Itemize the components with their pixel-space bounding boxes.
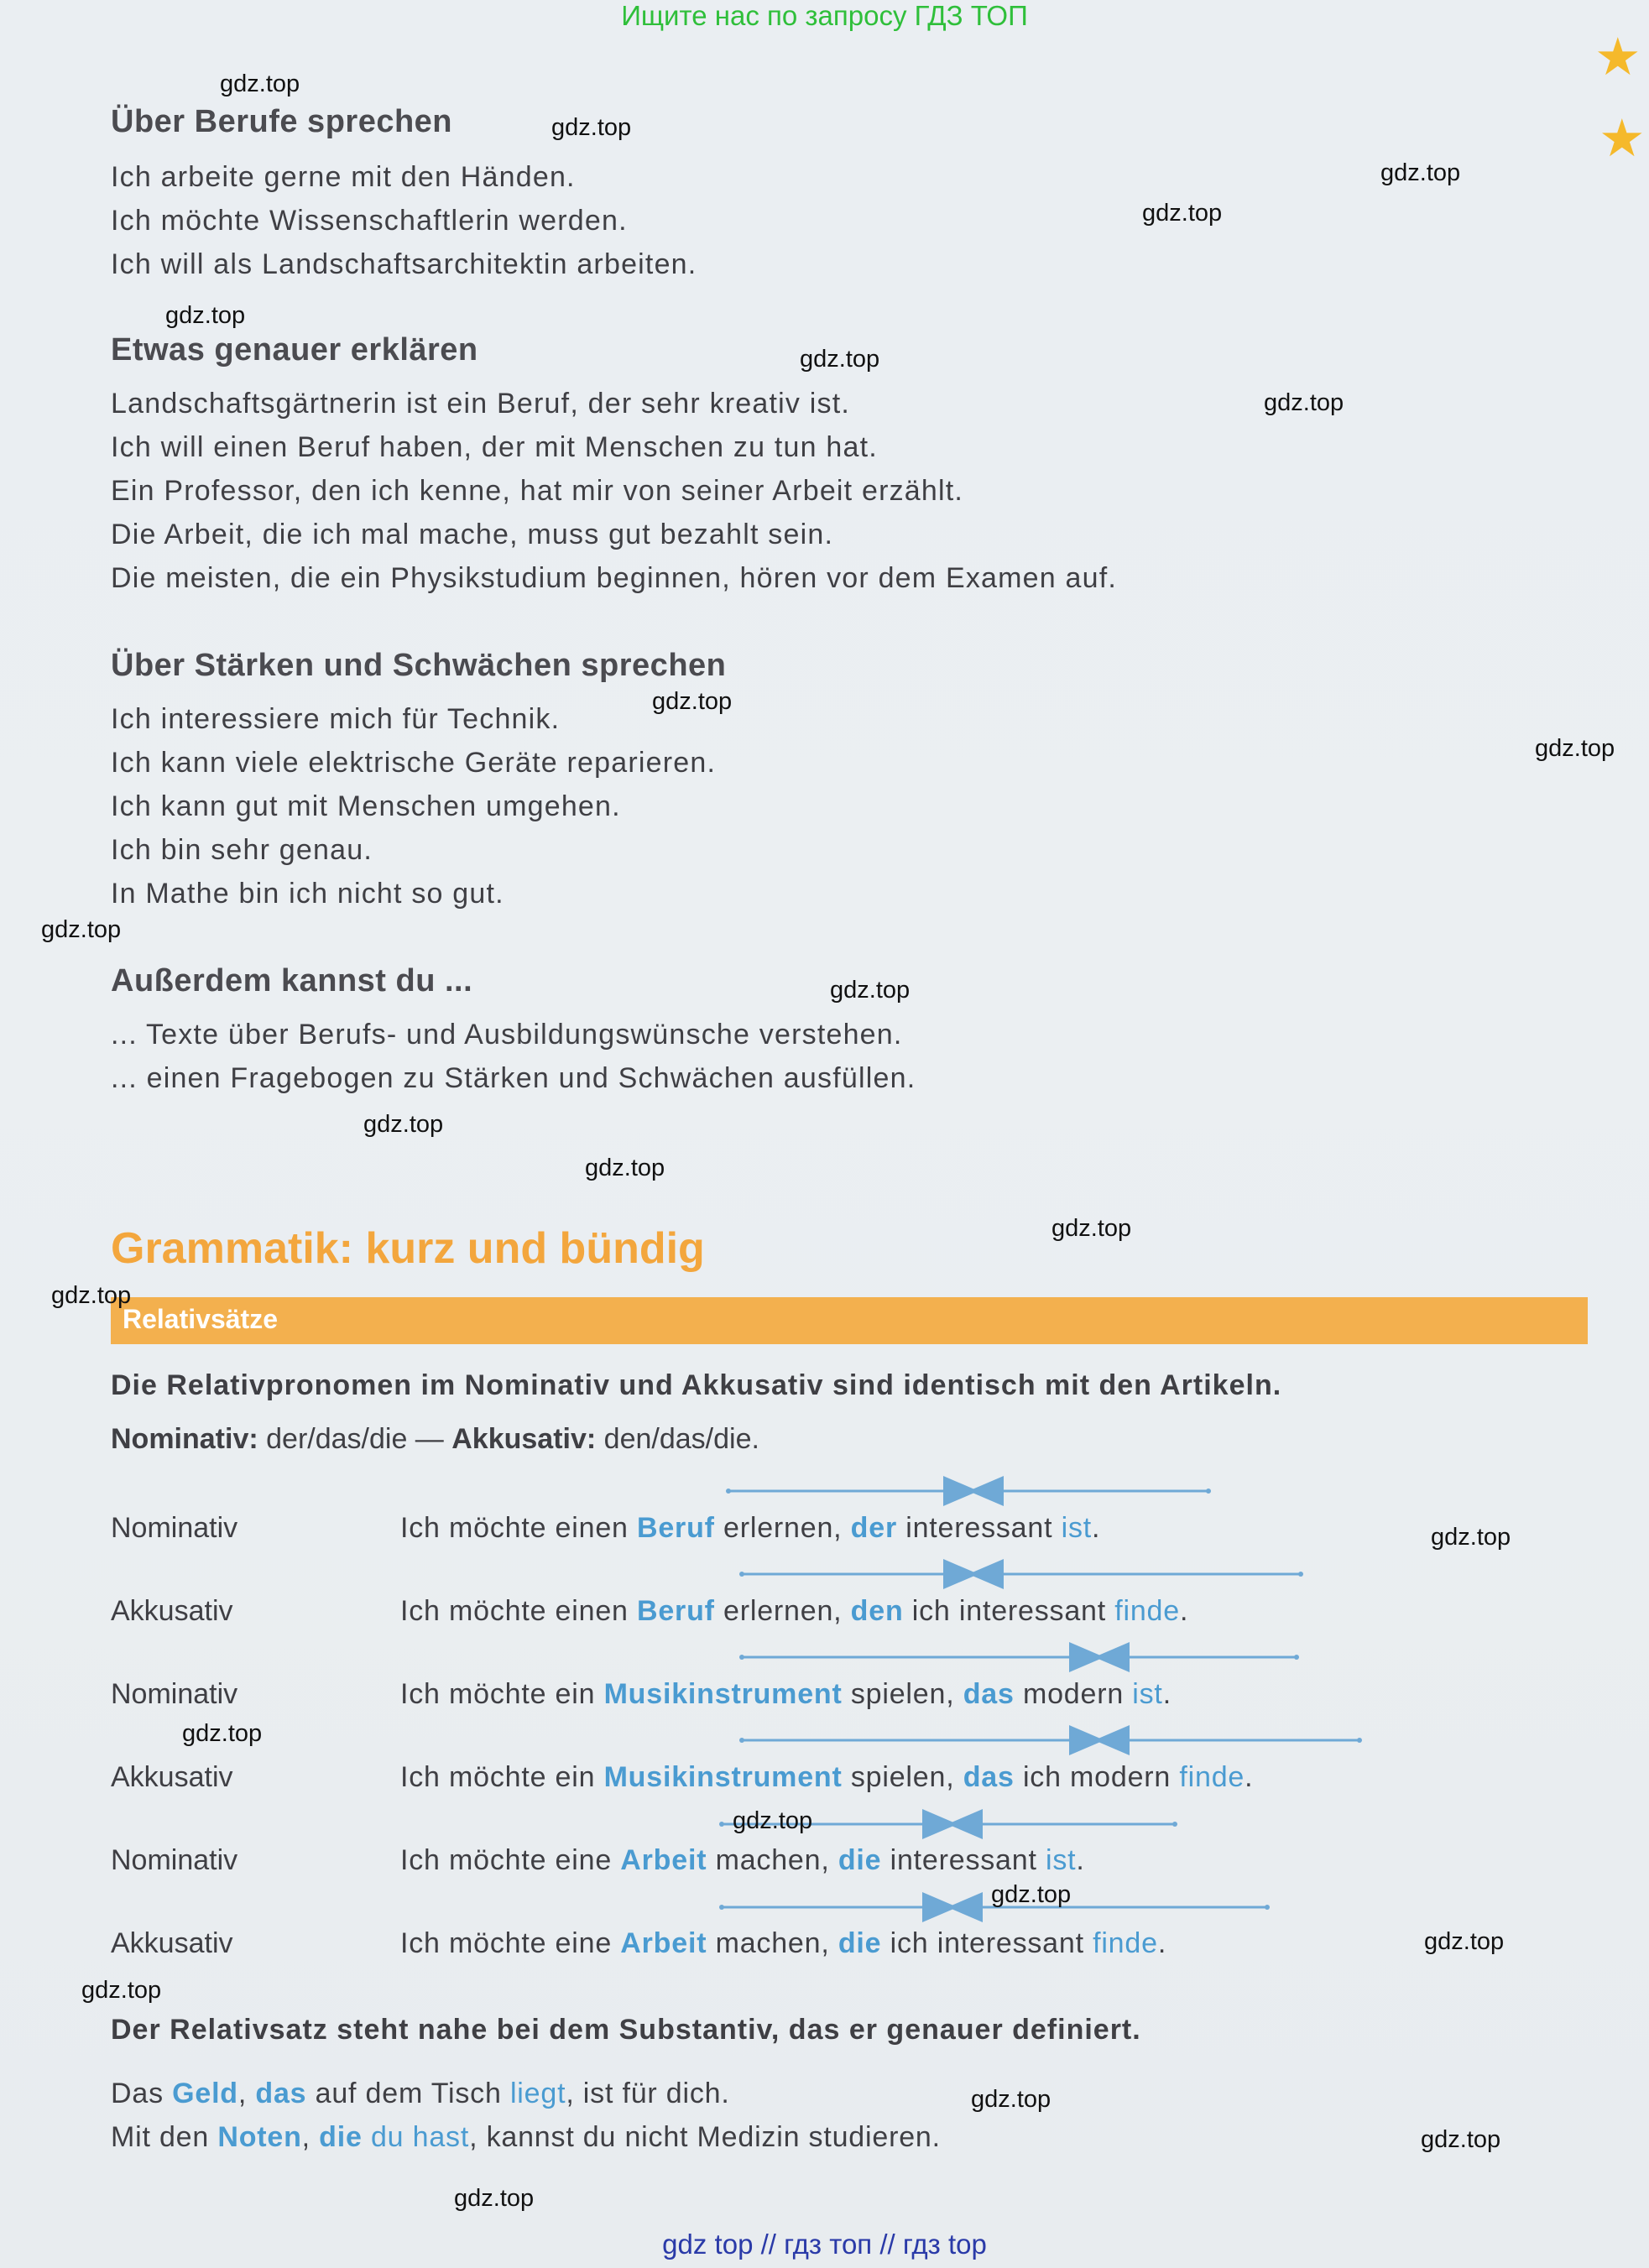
example-sentence: Ich möchte ein Musikinstrument spielen, das ich modern finde. bbox=[400, 1761, 1254, 1793]
verb: finde bbox=[1093, 1927, 1158, 1959]
akkusativ-label: Akkusativ: bbox=[451, 1423, 597, 1455]
watermark: gdz.top bbox=[1142, 200, 1223, 227]
phrase-line: Ich kann gut mit Menschen umgehen. bbox=[111, 790, 621, 822]
watermark: gdz.top bbox=[182, 1720, 263, 1747]
watermark: gdz.top bbox=[1431, 1524, 1511, 1551]
case-label: Nominativ bbox=[111, 1512, 238, 1544]
verb: ist bbox=[1132, 1678, 1163, 1710]
relative-pronoun: das bbox=[255, 2078, 307, 2109]
nominativ-label: Nominativ: bbox=[111, 1423, 258, 1455]
akkusativ-value: den/das/die. bbox=[596, 1423, 759, 1455]
section-heading: Etwas genauer erklären bbox=[111, 332, 478, 368]
watermark: gdz.top bbox=[165, 302, 246, 329]
phrase-line: Ich will als Landschaftsarchitektin arbeiten. bbox=[111, 248, 697, 280]
case-label: Akkusativ bbox=[111, 1761, 233, 1793]
noun: Musikinstrument bbox=[603, 1761, 843, 1793]
verb: finde bbox=[1114, 1595, 1180, 1627]
watermark: gdz.top bbox=[830, 977, 911, 1004]
star-icon: ★ bbox=[1594, 29, 1641, 86]
noun: Beruf bbox=[636, 1512, 715, 1544]
watermark: gdz.top bbox=[41, 916, 122, 943]
phrase-line: ... einen Fragebogen zu Stärken und Schwächen ausfüllen. bbox=[111, 1062, 916, 1094]
relative-pronoun: die bbox=[838, 1927, 882, 1959]
phrase-line: In Mathe bin ich nicht so gut. bbox=[111, 878, 504, 910]
watermark: gdz.top bbox=[51, 1282, 132, 1309]
example-sentence: Ich möchte ein Musikinstrument spielen, das modern ist. bbox=[400, 1678, 1172, 1710]
topic-bar-label: Relativsätze bbox=[123, 1304, 278, 1334]
grammar-rule: Die Relativpronomen im Nominativ und Akkusativ sind identisch mit den Artikeln. bbox=[111, 1369, 1282, 1401]
example-sentence: Das Geld, das auf dem Tisch liegt, ist für dich. bbox=[111, 2078, 730, 2109]
case-label: Akkusativ bbox=[111, 1595, 233, 1627]
relative-pronoun: den bbox=[850, 1595, 904, 1627]
example-sentence: Ich möchte einen Beruf erlernen, der interessant ist. bbox=[400, 1512, 1101, 1544]
watermark: gdz.top bbox=[1380, 159, 1461, 186]
nominativ-value: der/das/die — bbox=[258, 1423, 452, 1455]
verb: du hast bbox=[370, 2121, 470, 2153]
watermark: gdz.top bbox=[800, 346, 880, 373]
example-sentence: Ich möchte eine Arbeit machen, die ich interessant finde. bbox=[400, 1927, 1167, 1959]
phrase-line: Die Arbeit, die ich mal mache, muss gut bezahlt sein. bbox=[111, 519, 834, 550]
star-icon: ★ bbox=[1599, 110, 1646, 168]
phrase-line: Ich kann viele elektrische Geräte reparieren. bbox=[111, 747, 717, 779]
verb: ist bbox=[1045, 1844, 1077, 1876]
bottom-banner[interactable]: gdz top // гдз топ // гдз top bbox=[662, 2229, 987, 2260]
watermark: gdz.top bbox=[454, 2185, 535, 2212]
example-sentence: Ich möchte eine Arbeit machen, die interessant ist. bbox=[400, 1844, 1085, 1876]
watermark: gdz.top bbox=[991, 1881, 1072, 1908]
noun: Geld bbox=[172, 2078, 238, 2109]
case-label: Akkusativ bbox=[111, 1927, 233, 1959]
verb: ist bbox=[1061, 1512, 1092, 1544]
relative-pronoun: der bbox=[850, 1512, 897, 1544]
phrase-line: Landschaftsgärtnerin ist ein Beruf, der sehr kreativ ist. bbox=[111, 388, 851, 420]
watermark: gdz.top bbox=[1264, 389, 1344, 416]
verb: finde bbox=[1179, 1761, 1245, 1793]
relative-pronoun: das bbox=[963, 1678, 1015, 1710]
watermark: gdz.top bbox=[220, 70, 300, 97]
watermark: gdz.top bbox=[652, 688, 733, 715]
top-banner[interactable]: Ищите нас по запросу ГДЗ ТОП bbox=[621, 0, 1028, 31]
phrase-line: Ich möchte Wissenschaftlerin werden. bbox=[111, 205, 628, 237]
phrase-line: Ich bin sehr genau. bbox=[111, 834, 373, 866]
noun: Noten bbox=[217, 2121, 302, 2153]
phrase-line: Die meisten, die ein Physikstudium beginnen, hören vor dem Examen auf. bbox=[111, 562, 1118, 594]
watermark: gdz.top bbox=[1535, 735, 1615, 762]
case-label: Nominativ bbox=[111, 1844, 238, 1876]
case-label: Nominativ bbox=[111, 1678, 238, 1710]
watermark: gdz.top bbox=[585, 1155, 665, 1181]
noun: Musikinstrument bbox=[603, 1678, 843, 1710]
noun: Beruf bbox=[636, 1595, 715, 1627]
relative-pronoun: das bbox=[963, 1761, 1015, 1793]
grammar-rule: Der Relativsatz steht nahe bei dem Substantiv, das er genauer definiert. bbox=[111, 2014, 1141, 2046]
relative-pronoun: die bbox=[319, 2121, 363, 2153]
watermark: gdz.top bbox=[81, 1977, 162, 2004]
watermark: gdz.top bbox=[971, 2086, 1051, 2113]
phrase-line: Ein Professor, den ich kenne, hat mir von seiner Arbeit erzählt. bbox=[111, 475, 964, 507]
section-heading: Über Berufe sprechen bbox=[111, 104, 453, 139]
example-sentence: Ich möchte einen Beruf erlernen, den ich interessant finde. bbox=[400, 1595, 1189, 1627]
watermark: gdz.top bbox=[1421, 2126, 1501, 2153]
noun: Arbeit bbox=[620, 1927, 707, 1959]
phrase-line: Ich arbeite gerne mit den Händen. bbox=[111, 161, 576, 193]
watermark: gdz.top bbox=[733, 1807, 813, 1834]
noun: Arbeit bbox=[620, 1844, 707, 1876]
grammar-title: Grammatik: kurz und bündig bbox=[111, 1224, 705, 1273]
watermark: gdz.top bbox=[363, 1111, 444, 1138]
phrase-line: Ich will einen Beruf haben, der mit Menschen zu tun hat. bbox=[111, 431, 878, 463]
phrase-line: Ich interessiere mich für Technik. bbox=[111, 703, 561, 735]
section-heading: Über Stärken und Schwächen sprechen bbox=[111, 648, 727, 683]
example-sentence: Mit den Noten, die du hast, kannst du nicht Medizin studieren. bbox=[111, 2121, 941, 2153]
watermark: gdz.top bbox=[1424, 1928, 1505, 1955]
phrase-line: ... Texte über Berufs- und Ausbildungswünsche verstehen. bbox=[111, 1019, 903, 1051]
section-heading: Außerdem kannst du ... bbox=[111, 963, 473, 998]
watermark: gdz.top bbox=[551, 114, 632, 141]
watermark: gdz.top bbox=[1051, 1215, 1132, 1242]
relative-pronoun: die bbox=[838, 1844, 882, 1876]
verb: liegt bbox=[509, 2078, 566, 2109]
